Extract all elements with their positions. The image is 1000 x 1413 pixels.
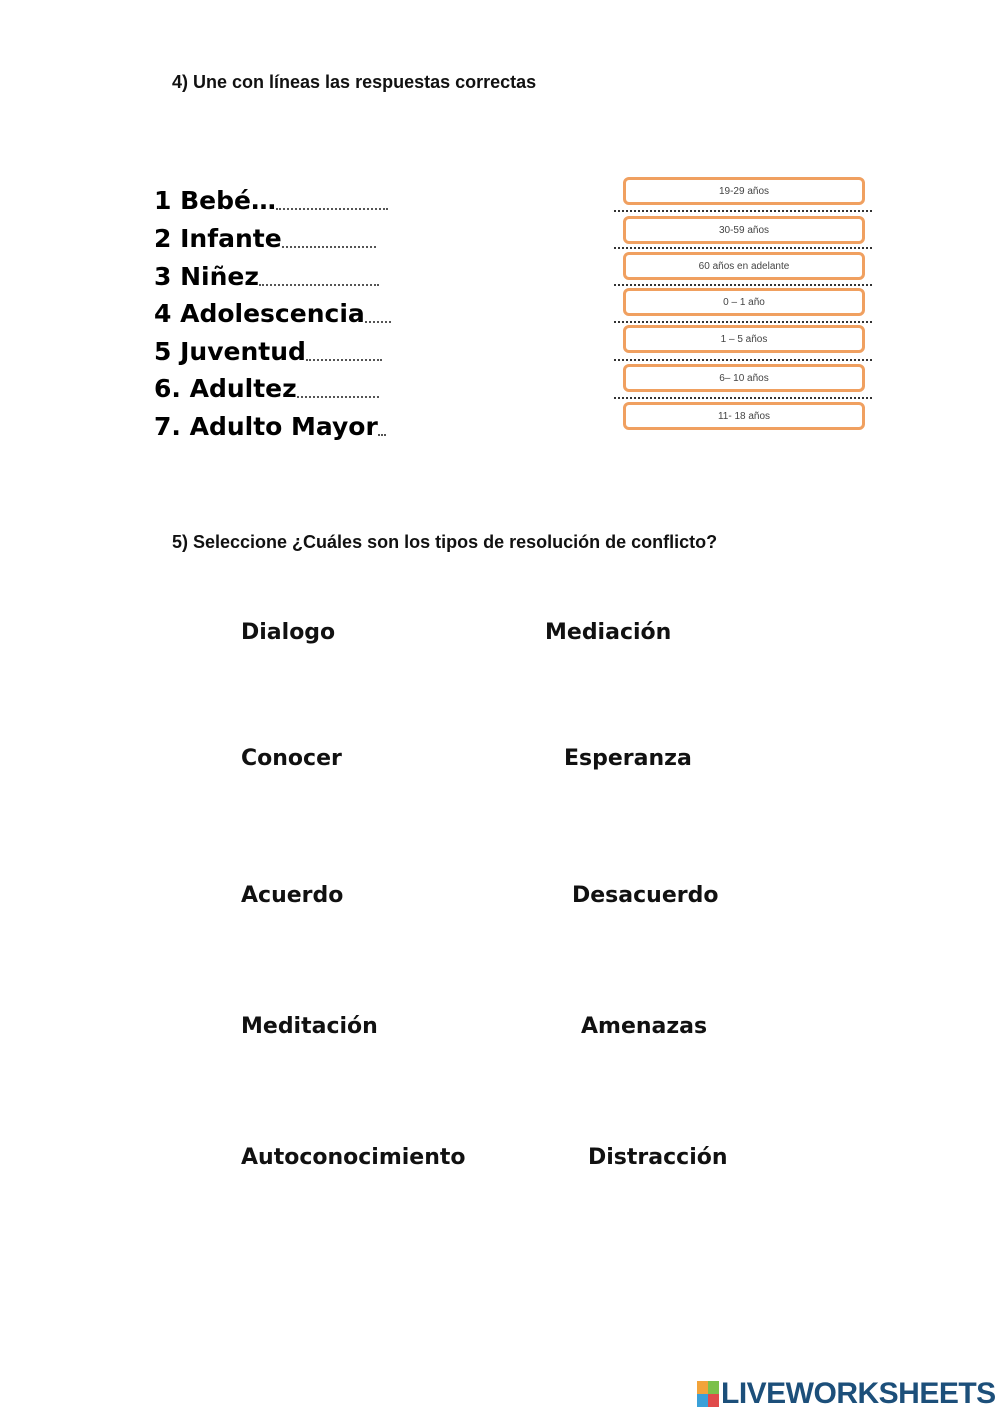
- option-esperanza[interactable]: Esperanza: [564, 746, 692, 771]
- answer-dotted-line: [259, 279, 379, 286]
- stage-label: 4 Adolescencia: [154, 299, 365, 328]
- option-dialogo[interactable]: Dialogo: [241, 620, 336, 645]
- option-desacuerdo[interactable]: Desacuerdo: [572, 883, 719, 908]
- answer-dotted-line: [297, 391, 379, 398]
- stage-item[interactable]: [154, 293, 394, 329]
- dotted-separator: [614, 359, 872, 361]
- stage-item[interactable]: [154, 256, 394, 292]
- option-amenazas[interactable]: Amenazas: [581, 1014, 708, 1039]
- option-acuerdo[interactable]: Acuerdo: [241, 883, 344, 908]
- option-autoconocimiento[interactable]: Autoconocimiento: [241, 1145, 466, 1170]
- dotted-separator: [614, 397, 872, 399]
- stage-item[interactable]: [154, 331, 394, 367]
- age-range-box[interactable]: 30-59 años: [623, 216, 865, 244]
- option-conocer[interactable]: Conocer: [241, 746, 342, 771]
- question-5-title: 5) Seleccione ¿Cuáles son los tipos de resolución de conflicto?: [172, 532, 718, 552]
- dotted-separator: [614, 210, 872, 212]
- age-range-box[interactable]: 1 – 5 años: [623, 325, 865, 353]
- stage-label: 1 Bebé…: [154, 186, 276, 215]
- age-range-box[interactable]: 19-29 años: [623, 177, 865, 205]
- option-distraccion[interactable]: Distracción: [588, 1145, 728, 1170]
- answer-dotted-line: [378, 429, 386, 436]
- age-range-box[interactable]: 0 – 1 año: [623, 288, 865, 316]
- stage-label: 5 Juventud: [154, 337, 306, 366]
- stage-label: 2 Infante: [154, 224, 282, 253]
- age-range-box[interactable]: 6– 10 años: [623, 364, 865, 392]
- stage-item[interactable]: [154, 218, 394, 254]
- stage-label: 7. Adulto Mayor: [154, 412, 378, 441]
- dotted-separator: [614, 321, 872, 323]
- question-4-title: 4) Une con líneas las respuestas correctas: [172, 72, 537, 92]
- dotted-separator: [614, 247, 872, 249]
- liveworksheets-brand: [697, 1377, 996, 1411]
- answer-dotted-line: [365, 316, 391, 323]
- answer-dotted-line: [282, 241, 376, 248]
- option-meditacion[interactable]: Meditación: [241, 1014, 378, 1039]
- age-range-box[interactable]: 60 años en adelante: [623, 252, 865, 280]
- stage-item[interactable]: [154, 406, 394, 442]
- liveworksheets-logo-icon: [697, 1381, 719, 1407]
- dotted-separator: [614, 284, 872, 286]
- option-mediacion[interactable]: Mediación: [545, 620, 672, 645]
- age-range-box[interactable]: 11- 18 años: [623, 402, 865, 430]
- stage-item[interactable]: [154, 368, 394, 404]
- stage-label: 3 Niñez: [154, 262, 259, 291]
- answer-dotted-line: [306, 354, 382, 361]
- brand-name: LIVEWORKSHEETS: [721, 1377, 996, 1410]
- stage-item[interactable]: [154, 180, 394, 216]
- answer-dotted-line: [276, 203, 388, 210]
- stage-label: 6. Adultez: [154, 374, 297, 403]
